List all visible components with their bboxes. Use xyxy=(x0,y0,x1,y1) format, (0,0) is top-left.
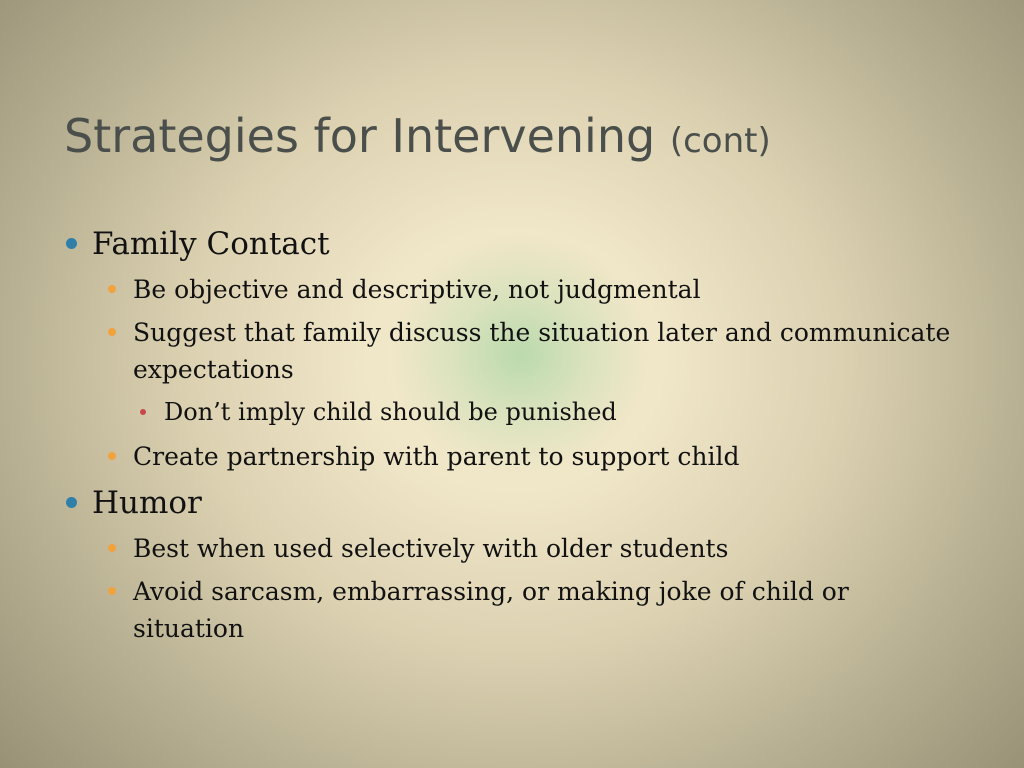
bullet-text: Avoid sarcasm, embarrassing, or making joke of child or situation xyxy=(133,577,849,643)
bullet-text: Create partnership with parent to support child xyxy=(133,442,740,471)
bullet-list xyxy=(62,222,962,653)
bullet-text: Humor xyxy=(92,485,202,521)
sub-bullet-item xyxy=(62,314,962,388)
slide-title xyxy=(64,104,771,173)
bullet-item-family-contact xyxy=(62,222,962,266)
bullet-text: Family Contact xyxy=(92,226,330,262)
bullet-dot-icon xyxy=(66,497,77,508)
bullet-text: Best when used selectively with older students xyxy=(133,534,729,563)
sub-bullet-item xyxy=(62,438,962,475)
bullet-dot-icon xyxy=(108,452,116,460)
bullet-dot-icon xyxy=(108,285,116,293)
bullet-dot-icon xyxy=(108,328,116,336)
title-suffix: (cont) xyxy=(669,121,771,161)
bullet-dot-icon xyxy=(66,238,77,249)
title-text: Strategies for Intervening xyxy=(64,109,656,163)
bullet-dot-icon xyxy=(108,544,116,552)
sub-bullet-item xyxy=(62,573,962,647)
bullet-text: Be objective and descriptive, not judgmental xyxy=(133,275,701,304)
sub-bullet-item xyxy=(62,530,962,567)
bullet-item-humor xyxy=(62,481,962,525)
bullet-text: Don’t imply child should be punished xyxy=(164,398,617,426)
bullet-dot-icon xyxy=(108,587,116,595)
bullet-text: Suggest that family discuss the situation later and communicate expectations xyxy=(133,318,951,384)
sub-sub-bullet-item xyxy=(62,394,962,430)
sub-bullet-item xyxy=(62,271,962,308)
bullet-dot-icon xyxy=(140,409,146,415)
